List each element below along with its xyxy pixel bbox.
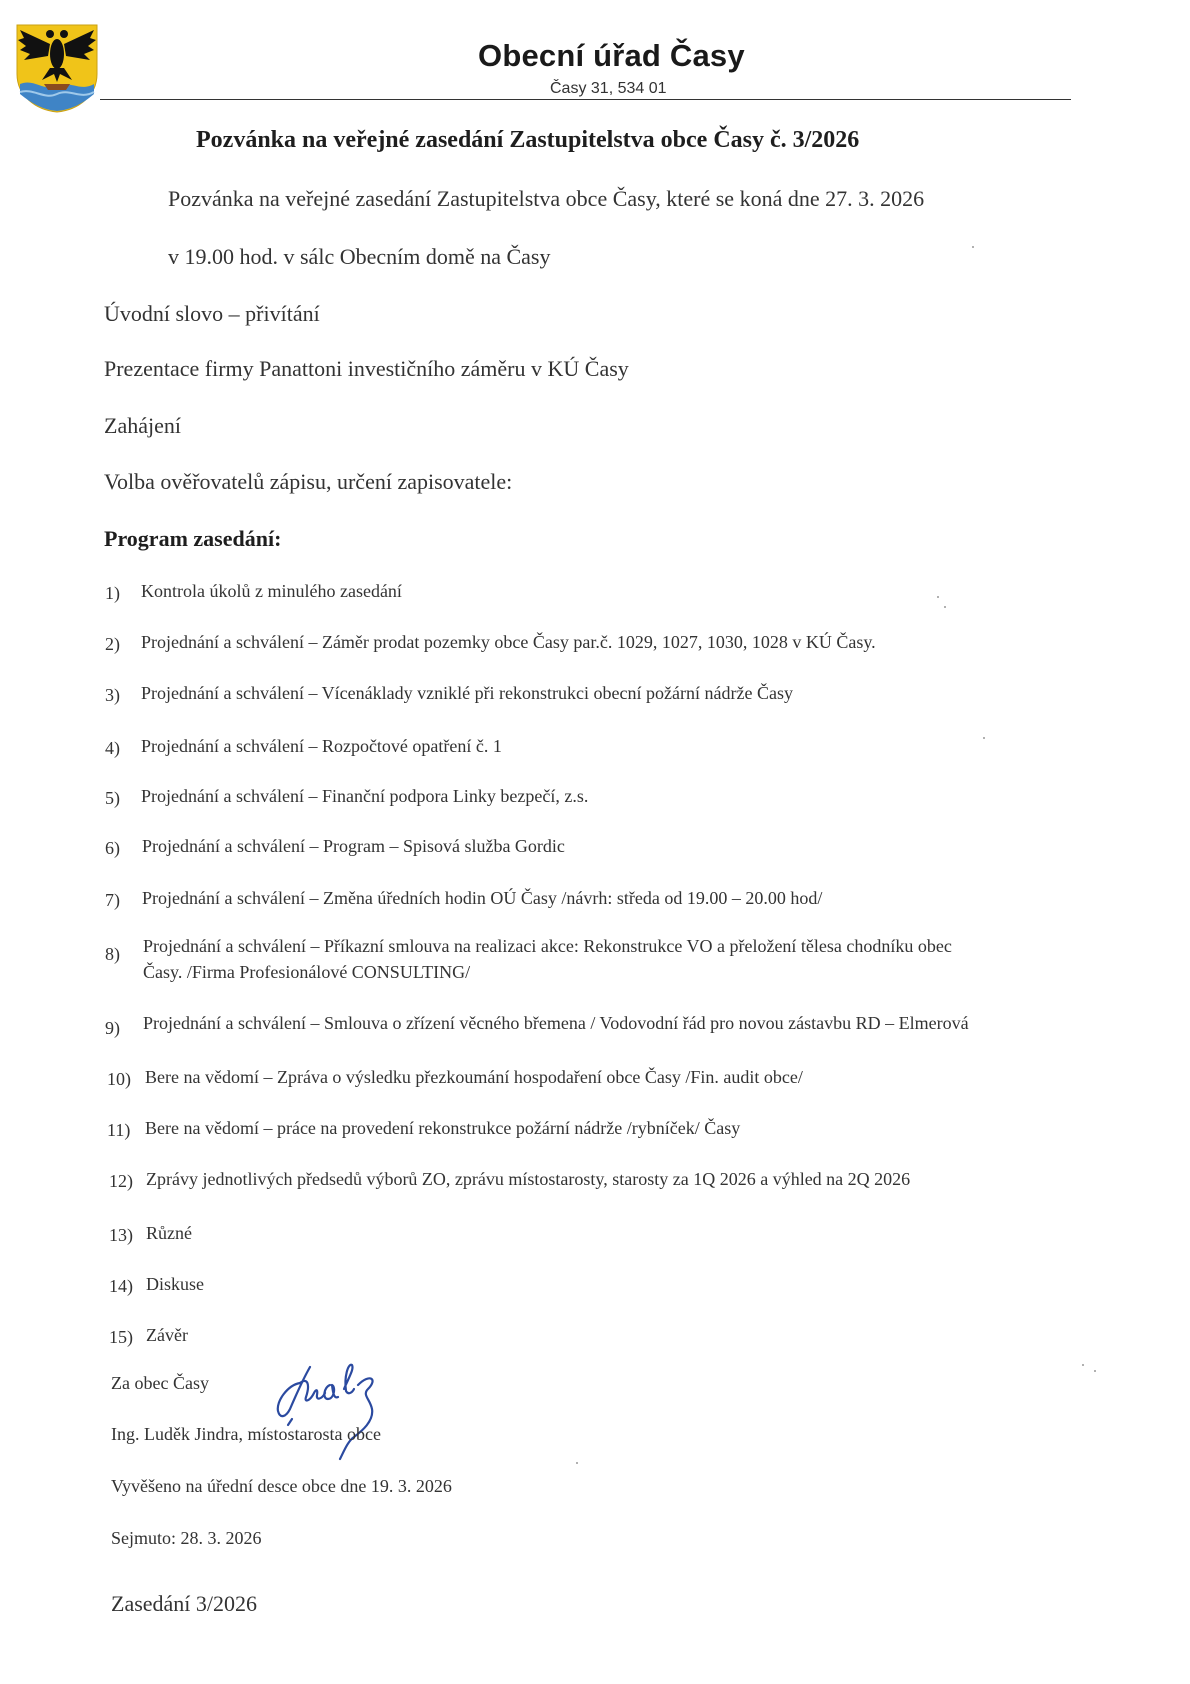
scan-speck (1094, 1370, 1096, 1372)
agenda-item-text: Projednání a schválení – Finanční podpora Linky bezpečí, z.s. (141, 786, 589, 806)
agenda-item-number: 7) (105, 890, 120, 910)
intro-line: Pozvánka na veřejné zasedání Zastupitelstva obce Časy, které se koná dne 27. 3. 2026 (168, 186, 925, 211)
intro-line: v 19.00 hod. v sálc Obecním domě na Časy (168, 244, 551, 269)
header-divider (100, 99, 1071, 100)
removed-date: Sejmuto: 28. 3. 2026 (111, 1528, 262, 1548)
agenda-item-number: 13) (109, 1225, 133, 1245)
program-heading: Program zasedání: (104, 526, 282, 551)
session-number: Zasedání 3/2026 (111, 1591, 258, 1616)
agenda-item-number: 8) (105, 944, 120, 964)
agenda-item-text: Projednání a schválení – Vícenáklady vzniklé při rekonstrukci obecní požární nádrže Časy (141, 683, 793, 703)
opening-item: Úvodní slovo – přivítání (104, 301, 320, 326)
agenda-item-text: Projednání a schválení – Záměr prodat pozemky obce Časy par.č. 1029, 1027, 1030, 1028 v KÚ Časy. (141, 632, 876, 652)
scan-speck (944, 606, 946, 608)
agenda-item-number: 15) (109, 1327, 133, 1347)
on-behalf-label: Za obec Časy (111, 1373, 209, 1393)
scan-speck (576, 1462, 578, 1464)
scan-speck (1082, 1364, 1084, 1366)
agenda-item-number: 12) (109, 1171, 133, 1191)
agenda-item-text: Projednání a schválení – Smlouva o zřízení věcného břemena / Vodovodní řád pro novou zástavbu RD – Elmerová (143, 1013, 969, 1033)
scan-speck (937, 596, 939, 598)
agenda-item-number: 2) (105, 634, 120, 654)
agenda-item-text: Projednání a schválení – Rozpočtové opatření č. 1 (141, 736, 502, 756)
scan-speck (983, 737, 985, 739)
agenda-item-text: Závěr (146, 1325, 188, 1345)
agenda-item-text: Diskuse (146, 1274, 204, 1294)
office-address: Časy 31, 534 01 (550, 80, 667, 97)
agenda-item-number: 4) (105, 738, 120, 758)
opening-item: Prezentace firmy Panattoni investičního záměru v KÚ Časy (104, 356, 629, 381)
agenda-item-text: Bere na vědomí – práce na provedení rekonstrukce požární nádrže /rybníček/ Časy (145, 1118, 741, 1138)
agenda-item-text: Různé (146, 1223, 192, 1243)
agenda-item-text: Projednání a schválení – Program – Spisová služba Gordic (142, 836, 565, 856)
posted-date: Vyvěšeno na úřední desce obce dne 19. 3. 2026 (111, 1476, 452, 1496)
opening-item: Zahájení (104, 413, 181, 438)
agenda-item-text: Projednání a schválení – Příkazní smlouva na realizaci akce: Rekonstrukce VO a přeložení tělesa chodníku obec (143, 936, 952, 956)
agenda-item-number: 3) (105, 685, 120, 705)
handwritten-signature (270, 1355, 390, 1465)
document-title: Pozvánka na veřejné zasedání Zastupitelstva obce Časy č. 3/2026 (196, 127, 860, 153)
scan-speck (972, 246, 974, 248)
agenda-item-number: 11) (107, 1120, 131, 1140)
agenda-item-text: Kontrola úkolů z minulého zasedání (141, 581, 402, 601)
office-name: Obecní úřad Časy (478, 38, 745, 73)
agenda-item-number: 14) (109, 1276, 133, 1296)
agenda-item-number: 5) (105, 788, 120, 808)
agenda-item-number: 1) (105, 583, 120, 603)
agenda-item-text: Bere na vědomí – Zpráva o výsledku přezkoumání hospodaření obce Časy /Fin. audit obce/ (145, 1067, 803, 1087)
agenda-item-text-continued: Časy. /Firma Profesionálové CONSULTING/ (143, 962, 471, 982)
agenda-item-number: 10) (107, 1069, 131, 1089)
agenda-item-number: 9) (105, 1018, 120, 1038)
agenda-item-number: 6) (105, 838, 120, 858)
municipal-coat-of-arms (14, 22, 100, 114)
agenda-item-text: Zprávy jednotlivých předsedů výborů ZO, zprávu místostarosty, starosty za 1Q 2026 a výhled na 2Q 2026 (146, 1169, 911, 1189)
signatory-name: Ing. Luděk Jindra, místostarosta obce (111, 1424, 381, 1444)
agenda-item-text: Projednání a schválení – Změna úředních hodin OÚ Časy /návrh: středa od 19.00 – 20.00 hod/ (142, 888, 823, 908)
opening-item: Volba ověřovatelů zápisu, určení zapisovatele: (104, 469, 513, 494)
